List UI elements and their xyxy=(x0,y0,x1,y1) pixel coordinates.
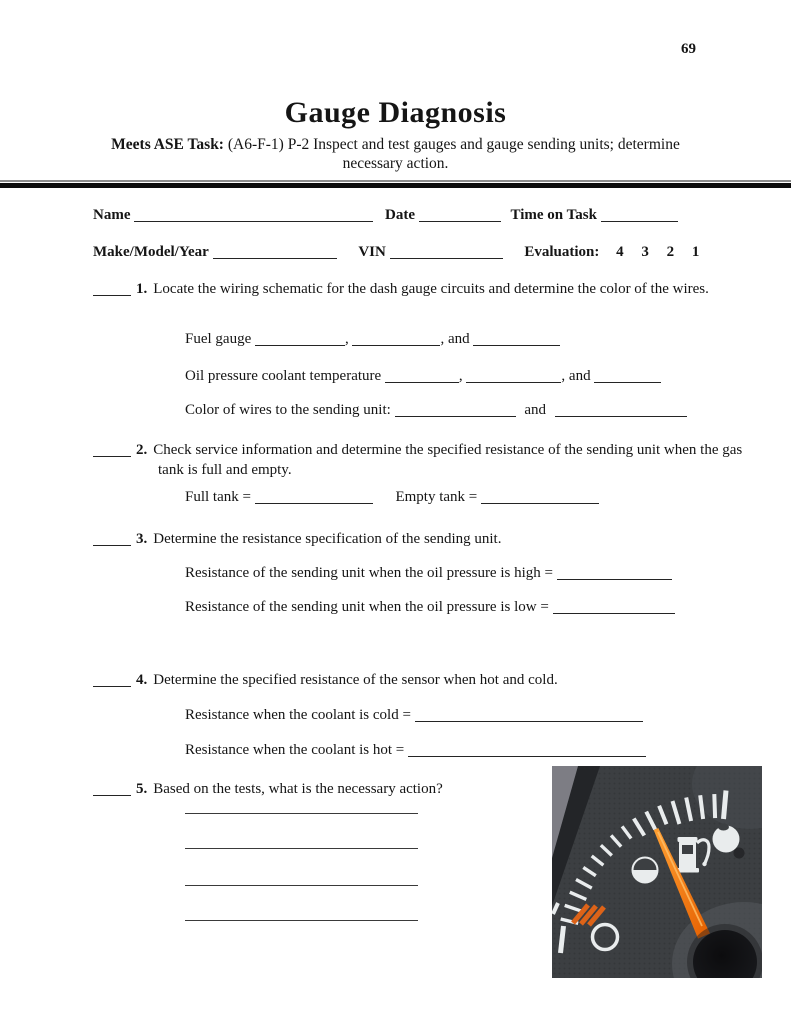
coolant-cold-blank xyxy=(415,709,643,722)
empty-tank-blank xyxy=(481,491,599,504)
vin-blank-line xyxy=(390,246,503,259)
resistance-high-blank xyxy=(557,567,672,580)
wire-blank-1 xyxy=(395,404,516,417)
task-1-grade-blank xyxy=(93,283,131,296)
full-end-bar xyxy=(724,791,727,820)
comma-sep: , xyxy=(344,331,349,347)
empty-tank-label: Empty tank = xyxy=(395,489,478,505)
answer-line-4 xyxy=(185,920,418,921)
and-sep: and xyxy=(524,402,546,418)
task-3-text: Determine the resistance specification of the sending unit. xyxy=(153,531,502,547)
task-4-text: Determine the specified resistance of the sensor when hot and cold. xyxy=(153,672,558,688)
vin-label: VIN xyxy=(358,244,386,260)
header-rule-thick xyxy=(0,183,791,188)
ase-task-text: (A6-F-1) P-2 Inspect and test gauges and gauge sending units; determine xyxy=(227,136,680,153)
task-3-high-line xyxy=(185,565,672,582)
task-4-hot-line xyxy=(185,742,646,759)
task-1-wire-color-line xyxy=(185,402,687,419)
task-4 xyxy=(93,670,767,690)
ase-task-label: Meets ASE Task: xyxy=(111,136,224,153)
header-rule-thin xyxy=(0,180,791,182)
date-label: Date xyxy=(385,207,415,223)
eval-score-2: 2 xyxy=(666,244,675,260)
name-blank-line xyxy=(134,209,373,222)
task-2-tank-line xyxy=(185,489,599,506)
task-1 xyxy=(93,279,767,299)
time-on-task-label: Time on Task xyxy=(510,207,597,223)
comma-and-sep: , and xyxy=(561,368,591,384)
oil-pressure-label: Oil pressure coolant temperature xyxy=(185,368,382,384)
task-1-oil-line xyxy=(185,368,661,385)
answer-line-1 xyxy=(185,813,418,814)
task-2 xyxy=(93,440,767,480)
ase-task-line xyxy=(70,135,721,173)
task-3-grade-blank xyxy=(93,533,131,546)
task-2-grade-blank xyxy=(93,444,131,457)
coolant-hot-blank xyxy=(408,744,646,757)
comma-sep: , xyxy=(458,368,463,384)
date-blank-line xyxy=(419,209,501,222)
evaluation-label: Evaluation: xyxy=(524,244,600,260)
answer-line-2 xyxy=(185,848,418,849)
wire-blank-2 xyxy=(555,404,687,417)
full-tank-blank xyxy=(255,491,373,504)
full-tank-label: Full tank = xyxy=(185,489,251,505)
wire-color-label: Color of wires to the sending unit: xyxy=(185,402,391,418)
fuel-gauge-photo xyxy=(552,766,762,978)
resistance-low-blank xyxy=(553,601,675,614)
task-5-grade-blank xyxy=(93,783,131,796)
fuel-blank-3 xyxy=(473,333,560,346)
name-label: Name xyxy=(93,207,131,223)
task-4-cold-line xyxy=(185,707,643,724)
task-3-number: 3. xyxy=(136,531,148,547)
time-blank-line xyxy=(601,209,678,222)
make-model-year-label: Make/Model/Year xyxy=(93,244,209,260)
task-3-low-line xyxy=(185,599,675,616)
eval-score-4: 4 xyxy=(616,244,624,260)
page-title: Gauge Diagnosis xyxy=(284,96,507,129)
answer-line-3 xyxy=(185,885,418,886)
ase-task-text-cont: necessary action. xyxy=(342,155,449,172)
resistance-high-label: Resistance of the sending unit when the oil pressure is high = xyxy=(185,565,553,581)
comma-and-sep: , and xyxy=(440,331,470,347)
task-3 xyxy=(93,529,767,549)
name-date-row xyxy=(93,207,678,224)
oil-blank-3 xyxy=(594,370,661,383)
task-4-number: 4. xyxy=(136,672,148,688)
oil-blank-1 xyxy=(385,370,459,383)
make-blank-line xyxy=(213,246,337,259)
fuel-blank-1 xyxy=(255,333,345,346)
eval-score-1: 1 xyxy=(691,244,700,260)
fuel-gauge-graphic xyxy=(552,766,762,978)
coolant-hot-label: Resistance when the coolant is hot = xyxy=(185,742,405,758)
half-tank-symbol xyxy=(633,858,658,883)
screw-hole xyxy=(734,848,745,859)
fuel-blank-2 xyxy=(352,333,440,346)
empty-end-bar xyxy=(561,926,564,953)
resistance-low-label: Resistance of the sending unit when the oil pressure is low = xyxy=(185,599,549,615)
task-1-number: 1. xyxy=(136,281,148,297)
task-1-text: Locate the wiring schematic for the dash gauge circuits and determine the color of the wires. xyxy=(153,281,709,297)
vehicle-eval-row xyxy=(93,244,699,261)
task-2-text: Check service information and determine the specified resistance of the sending unit when the gas tank is full and empty. xyxy=(153,442,743,478)
page-number: 69 xyxy=(681,41,696,57)
task-4-grade-blank xyxy=(93,674,131,687)
oil-blank-2 xyxy=(466,370,561,383)
eval-score-3: 3 xyxy=(641,244,649,260)
task-2-number: 2. xyxy=(136,442,148,458)
coolant-cold-label: Resistance when the coolant is cold = xyxy=(185,707,411,723)
task-5-number: 5. xyxy=(136,781,148,797)
task-1-fuel-line xyxy=(185,331,560,348)
fuel-gauge-label: Fuel gauge xyxy=(185,331,252,347)
task-5-text: Based on the tests, what is the necessary action? xyxy=(153,781,443,797)
